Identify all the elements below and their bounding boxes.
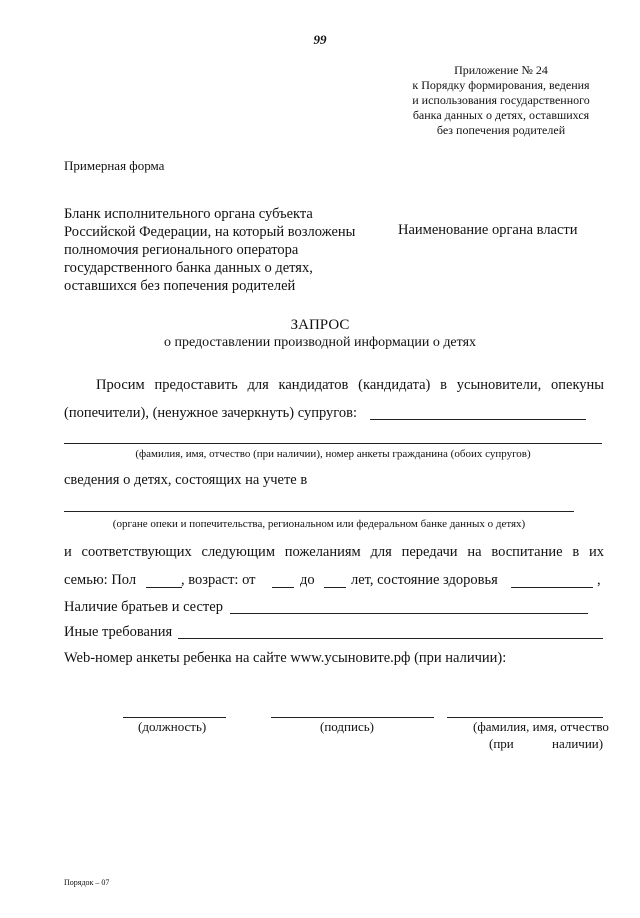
word: предоставить xyxy=(154,377,238,393)
health-field[interactable] xyxy=(511,587,593,588)
word: в xyxy=(572,544,580,560)
health-label: лет, состояние здоровья xyxy=(351,572,498,588)
siblings-field[interactable] xyxy=(230,613,588,614)
word: опекуны xyxy=(551,377,605,393)
issuer-line: Бланк исполнительного органа субъекта xyxy=(64,206,313,222)
full-name-caption: (фамилия, имя, отчество xyxy=(473,719,609,734)
full-name-caption-cont: наличии) xyxy=(552,736,604,751)
issuer-blank-block xyxy=(64,205,355,295)
agency-field[interactable] xyxy=(64,511,574,512)
word: для xyxy=(370,544,392,560)
age-to-field[interactable] xyxy=(324,587,346,588)
word: кандидатов xyxy=(278,377,349,393)
signature-field[interactable] xyxy=(271,717,434,718)
word: усыновители, xyxy=(456,377,542,393)
request-line-1 xyxy=(96,377,604,394)
line-end-comma: , xyxy=(597,572,601,588)
agency-caption: (органе опеки и попечительства, региональном или федеральном банке данных о детях) xyxy=(112,518,526,530)
word: передачи xyxy=(401,544,458,560)
document-title: ЗАПРОС xyxy=(290,317,350,333)
word: Просим xyxy=(96,377,145,393)
full-name-caption-cont: (при xyxy=(489,736,514,751)
siblings-label: Наличие братьев и сестер xyxy=(64,599,223,615)
issuer-line: полномочия регионального оператора xyxy=(64,242,299,258)
word: в xyxy=(440,377,448,393)
spouses-label: (попечители), (ненужное зачеркнуть) супругов: xyxy=(64,405,357,421)
document-subtitle: о предоставлении производной информации о детях xyxy=(163,335,477,350)
position-field[interactable] xyxy=(123,717,226,718)
form-label: Примерная форма xyxy=(64,158,165,173)
word: воспитание xyxy=(491,544,563,560)
issuer-line: оставшихся без попечения родителей xyxy=(64,278,296,294)
spouses-field[interactable] xyxy=(370,419,586,420)
issuer-line: государственного банка данных о детях, xyxy=(64,260,313,276)
position-caption: (должность) xyxy=(138,719,207,734)
appendix-line: к Порядку формирования, ведения xyxy=(412,78,590,92)
word: для xyxy=(247,377,269,393)
age-from-field[interactable] xyxy=(272,587,294,588)
registered-label: сведения о детях, состоящих на учете в xyxy=(64,472,308,488)
word: их xyxy=(588,544,604,560)
full-name-field[interactable] xyxy=(447,717,603,718)
word: и xyxy=(64,544,72,560)
word: пожеланиям xyxy=(284,544,361,560)
age-to-label: до xyxy=(300,572,315,588)
gender-field[interactable] xyxy=(146,587,182,588)
other-requirements-label: Иные требования xyxy=(64,624,173,640)
age-from-label: , возраст: от xyxy=(181,572,256,588)
appendix-line: и использования государственного xyxy=(412,93,590,107)
word: (кандидата) xyxy=(358,377,431,393)
web-number-label: Web-номер анкеты ребенка на сайте www.усыновите.рф (при наличии): xyxy=(64,650,507,666)
signature-caption: (подпись) xyxy=(320,719,374,734)
appendix-block xyxy=(398,63,604,138)
gender-label: семью: Пол xyxy=(64,572,137,588)
word: на xyxy=(467,544,482,560)
authority-name: Наименование органа власти xyxy=(398,222,578,238)
applicant-caption: (фамилия, имя, отчество (при наличии), номер анкеты гражданина (обоих супругов) xyxy=(135,448,531,460)
appendix-line: Приложение № 24 xyxy=(454,63,548,77)
footer-code: Порядок – 07 xyxy=(64,878,110,887)
word: соответствующих xyxy=(81,544,192,560)
applicant-field[interactable] xyxy=(64,443,602,444)
appendix-line: банка данных о детях, оставшихся xyxy=(412,108,590,122)
word: следующим xyxy=(201,544,275,560)
issuer-line: Российской Федерации, на который возложены xyxy=(64,224,356,240)
other-requirements-field[interactable] xyxy=(178,638,603,639)
appendix-line: без попечения родителей xyxy=(436,123,566,137)
request-line-4 xyxy=(64,544,604,561)
page-number: 99 xyxy=(313,32,327,47)
